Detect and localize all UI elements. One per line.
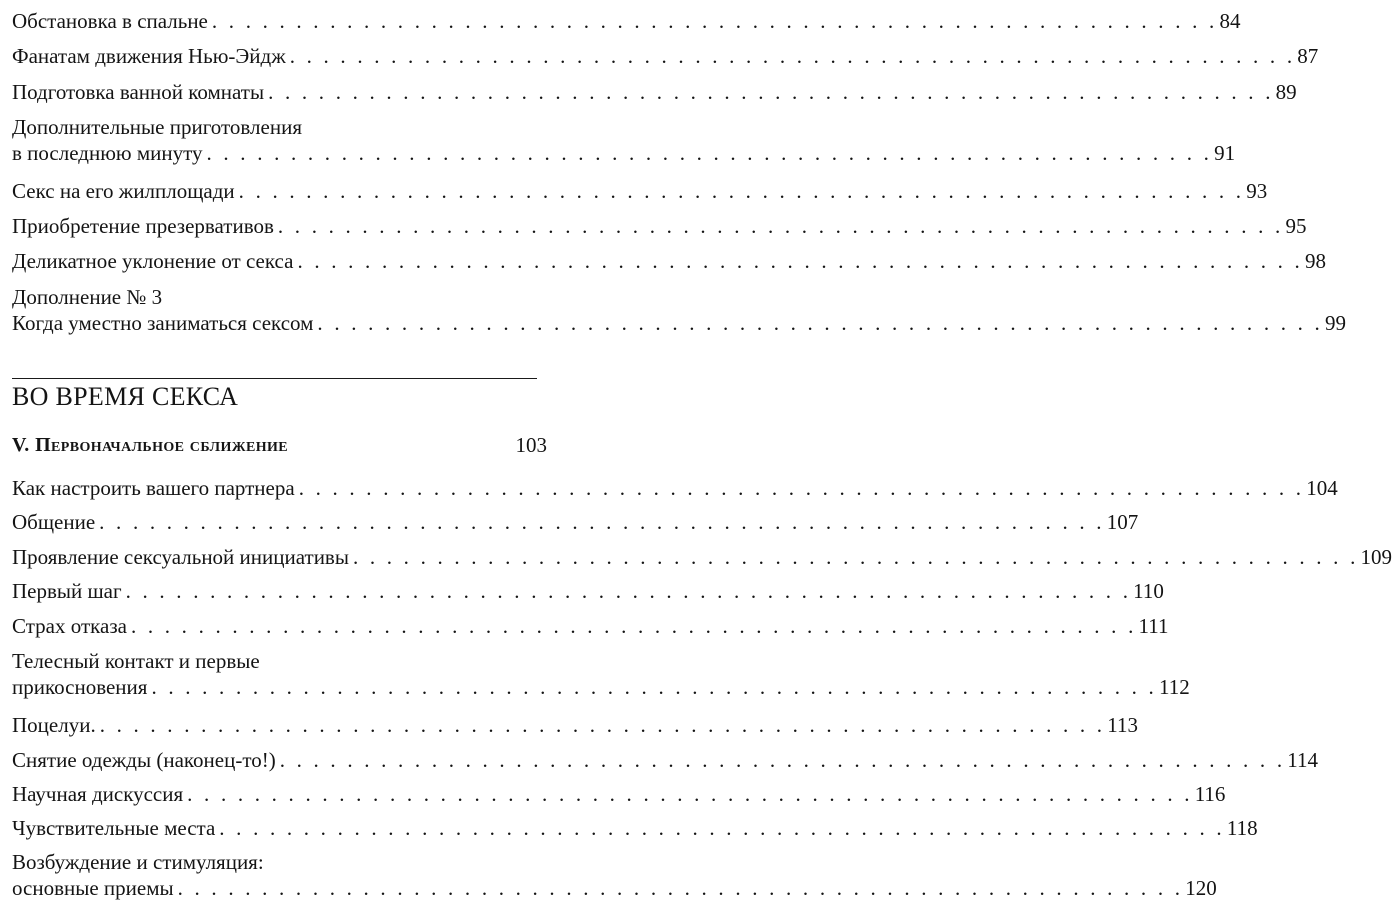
toc-entry-title: Когда уместно заниматься сексом [12, 311, 314, 335]
toc-entry [12, 544, 1392, 570]
toc-entry-page: 118 [1226, 816, 1258, 840]
dot-leader: . . . . . . . . . . . . . . . . . . . . . . . . . . . . . . . . . . . . . . . . . . . . . . . . . . . . . . . . . . . . [99, 510, 1105, 534]
toc-entry-title: Чувствительные места [12, 816, 216, 840]
toc-entry-title-line1: Дополнение № 3 [12, 285, 163, 309]
dot-leader: . . . . . . . . . . . . . . . . . . . . . . . . . . . . . . . . . . . . . . . . . . . . . . . . . . . . . . . . . . . . [289, 44, 1296, 68]
toc-entry [12, 178, 1268, 204]
toc-entry [12, 248, 1327, 274]
toc-entry [12, 213, 1307, 239]
toc-entry-page: 84 [1219, 9, 1241, 33]
toc-entry-title: Снятие одежды (наконец-то!) [12, 748, 276, 772]
toc-entry-page: 107 [1106, 510, 1139, 534]
dot-leader: . . . . . . . . . . . . . . . . . . . . . . . . . . . . . . . . . . . . . . . . . . . . . . . . . . . . . . . . . . . . [268, 80, 1274, 104]
dot-leader: . . . . . . . . . . . . . . . . . . . . . . . . . . . . . . . . . . . . . . . . . . . . . . . . . . . . . . . . . . . . [297, 249, 1304, 273]
dot-leader: . . . . . . . . . . . . . . . . . . . . . . . . . . . . . . . . . . . . . . . . . . . . . . . . . . . . . . . . . . . . [187, 782, 1193, 806]
toc-entry-page: 95 [1285, 214, 1307, 238]
toc-entry-page: 98 [1305, 249, 1327, 273]
toc-entry [12, 509, 1139, 535]
toc-entry-page: 120 [1185, 876, 1217, 900]
dot-leader: . . . . . . . . . . . . . . . . . . . . . . . . . . . . . . . . . . . . . . . . . . . . . . . . . . . . . . . . . . . . [238, 179, 1245, 203]
section-heading: ВО ВРЕМЯ СЕКСА [12, 378, 537, 414]
toc-entry [12, 43, 1319, 69]
chapter-page: 103 [515, 433, 547, 457]
toc-entry-title: Поцелуи. [12, 713, 96, 737]
toc-entry-title: Страх отказа [12, 614, 127, 638]
toc-entry-title: Первый шаг [12, 579, 122, 603]
toc-entry-page: 110 [1133, 579, 1164, 603]
toc-entry-page: 87 [1297, 44, 1319, 68]
toc-entry-title: Научная дискуссия [12, 782, 184, 806]
toc-entry-title: Деликатное уклонение от секса [12, 249, 294, 273]
toc-entry-page: 99 [1324, 311, 1346, 335]
toc-entry-page: 104 [1306, 476, 1338, 500]
dot-leader: . . . . . . . . . . . . . . . . . . . . . . . . . . . . . . . . . . . . . . . . . . . . . . . . . . . . . . . . . . . . [279, 748, 1286, 772]
toc-entry-page: 116 [1194, 782, 1226, 806]
toc-entry-title: Обстановка в спальне [12, 9, 208, 33]
dot-leader: . . . . . . . . . . . . . . . . . . . . . . . . . . . . . . . . . . . . . . . . . . . . . . . . . . . . . . . . . . . . [99, 713, 1106, 737]
toc-entry [12, 849, 1217, 901]
toc-entry [12, 648, 1190, 700]
dot-leader: . . . . . . . . . . . . . . . . . . . . . . . . . . . . . . . . . . . . . . . . . . . . . . . . . . . . . . . . . . . . [277, 214, 1284, 238]
dot-leader: . . . . . . . . . . . . . . . . . . . . . . . . . . . . . . . . . . . . . . . . . . . . . . . . . . . . . . . . . . . . [298, 476, 1305, 500]
dot-leader: . . . . . . . . . . . . . . . . . . . . . . . . . . . . . . . . . . . . . . . . . . . . . . . . . . . . . . . . . . . . [206, 141, 1213, 165]
dot-leader: . . . . . . . . . . . . . . . . . . . . . . . . . . . . . . . . . . . . . . . . . . . . . . . . . . . . . . . . . . . . [125, 579, 1132, 603]
toc-entry-title-line1: Телесный контакт и первые [12, 649, 260, 673]
toc-entry [12, 712, 1138, 738]
toc-entry [12, 114, 1236, 166]
toc-entry-page: 89 [1275, 80, 1297, 104]
toc-entry-page: 113 [1107, 713, 1138, 737]
toc-entry-title: основные приемы [12, 876, 174, 900]
toc-entry [12, 79, 1297, 105]
toc-entry-title: Общение [12, 510, 96, 534]
toc-entry-title: Приобретение презервативов [12, 214, 274, 238]
chapter-heading [12, 431, 547, 459]
toc-entry-title-line1: Дополнительные приготовления [12, 115, 302, 139]
toc-entry [12, 781, 1226, 807]
toc-entry-page: 109 [1360, 545, 1392, 569]
dot-leader: . . . . . . . . . . . . . . . . . . . . . . . . . . . . . . . . . . . . . . . . . . . . . . . . . . . . . . . . . . . . [177, 876, 1184, 900]
dot-leader: . . . . . . . . . . . . . . . . . . . . . . . . . . . . . . . . . . . . . . . . . . . . . . . . . . . . . . . . . . . . [211, 9, 1218, 33]
dot-leader: . . . . . . . . . . . . . . . . . . . . . . . . . . . . . . . . . . . . . . . . . . . . . . . . . . . . . . . . . . . . [130, 614, 1137, 638]
toc-entry-page: 114 [1287, 748, 1319, 772]
toc-entry-page: 111 [1138, 614, 1169, 638]
toc-entry [12, 475, 1338, 501]
dot-leader: . . . . . . . . . . . . . . . . . . . . . . . . . . . . . . . . . . . . . . . . . . . . . . . . . . . . . . . . . . . . [317, 311, 1323, 335]
toc-entry-page: 93 [1246, 179, 1268, 203]
toc-entry [12, 815, 1258, 841]
toc-entry-title: Фанатам движения Нью-Эйдж [12, 44, 286, 68]
toc-entry-title: в последнюю минуту [12, 141, 203, 165]
toc-entry-title: Секс на его жилплощади [12, 179, 235, 203]
dot-leader: . . . . . . . . . . . . . . . . . . . . . . . . . . . . . . . . . . . . . . . . . . . . . . . . . . . . . . . . . . . . [352, 545, 1359, 569]
toc-entry [12, 284, 1346, 336]
dot-leader: . . . . . . . . . . . . . . . . . . . . . . . . . . . . . . . . . . . . . . . . . . . . . . . . . . . . . . . . . . . . [151, 675, 1158, 699]
toc-entry [12, 578, 1164, 604]
toc-entry [12, 613, 1169, 639]
toc-entry [12, 747, 1319, 773]
toc-entry-title-line1: Возбуждение и стимуляция: [12, 850, 264, 874]
toc-entry-title: Подготовка ванной комнаты [12, 80, 265, 104]
toc-entry [12, 8, 1241, 34]
toc-entry-page: 91 [1214, 141, 1236, 165]
chapter-title: V. Первоначальное сближение [12, 434, 289, 456]
toc-entry-title: прикосновения [12, 675, 148, 699]
toc-entry-page: 112 [1159, 675, 1190, 699]
dot-leader: . . . . . . . . . . . . . . . . . . . . . . . . . . . . . . . . . . . . . . . . . . . . . . . . . . . . . . . . . . . . [219, 816, 1225, 840]
toc-entry-title: Как настроить вашего партнера [12, 476, 295, 500]
toc-entry-title: Проявление сексуальной инициативы [12, 545, 349, 569]
